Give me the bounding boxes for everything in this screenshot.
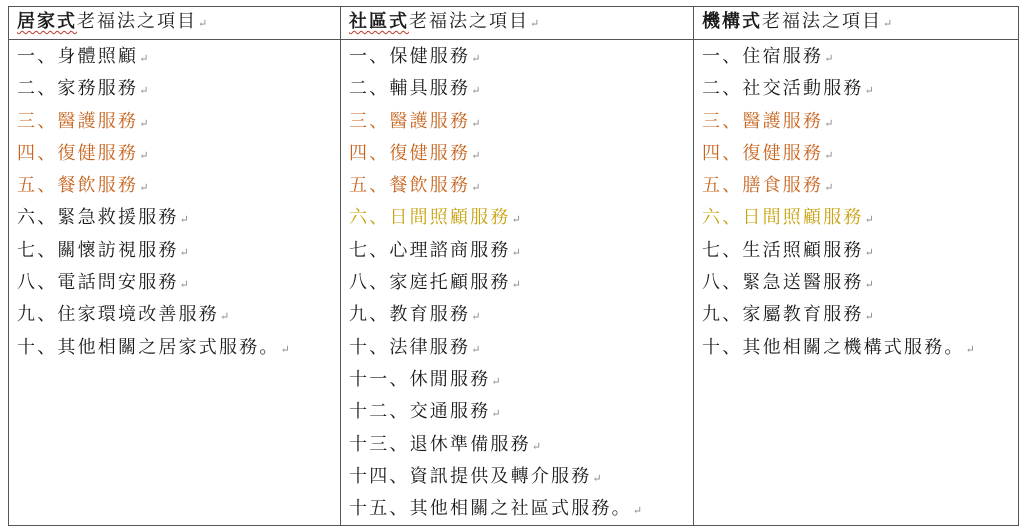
paragraph-mark: ↵ bbox=[824, 116, 834, 130]
paragraph-mark: ↵ bbox=[471, 342, 481, 356]
service-item-text: 五、餐飲服務 bbox=[349, 175, 471, 197]
home-based-items-cell bbox=[9, 40, 341, 526]
service-item bbox=[17, 170, 340, 202]
paragraph-mark: ↵ bbox=[864, 213, 874, 227]
elderly-welfare-services-table bbox=[8, 6, 1019, 526]
paragraph-mark: ↵ bbox=[511, 278, 521, 292]
service-item bbox=[17, 138, 340, 170]
service-item-text: 十四、資訊提供及轉介服務 bbox=[349, 465, 592, 487]
paragraph-mark: ↵ bbox=[824, 181, 834, 195]
header-home-based bbox=[9, 7, 341, 40]
paragraph-mark: ↵ bbox=[824, 52, 834, 65]
paragraph-mark: ↵ bbox=[632, 504, 643, 518]
service-item bbox=[17, 332, 340, 364]
service-item-text: 十五、其他相關之社區式服務。 bbox=[349, 498, 632, 520]
header-row bbox=[9, 7, 1019, 40]
header-institution-based bbox=[694, 7, 1019, 40]
service-item bbox=[702, 267, 1018, 299]
service-item-text: 九、家屬教育服務 bbox=[702, 304, 864, 326]
service-item bbox=[702, 299, 1018, 331]
service-item-text: 四、復健服務 bbox=[17, 142, 139, 164]
service-item bbox=[702, 138, 1018, 170]
service-item bbox=[349, 332, 693, 364]
service-item bbox=[349, 170, 693, 202]
service-item bbox=[702, 73, 1018, 105]
service-item bbox=[349, 202, 693, 234]
service-item bbox=[702, 332, 1018, 364]
paragraph-mark: ↵ bbox=[471, 148, 481, 162]
service-item bbox=[349, 267, 693, 299]
paragraph-mark: ↵ bbox=[139, 181, 149, 195]
paragraph-mark: ↵ bbox=[220, 310, 230, 324]
paragraph-mark: ↵ bbox=[471, 52, 481, 65]
service-item-text: 九、住家環境改善服務 bbox=[17, 304, 219, 326]
service-item-text: 十二、交通服務 bbox=[349, 401, 491, 423]
paragraph-mark: ↵ bbox=[471, 310, 481, 324]
service-item-text: 八、電話問安服務 bbox=[17, 272, 179, 294]
service-item bbox=[349, 41, 693, 73]
service-item-text: 三、醫護服務 bbox=[702, 110, 824, 132]
service-item-text: 五、膳食服務 bbox=[702, 175, 824, 197]
service-item-text: 十、法律服務 bbox=[349, 336, 471, 358]
service-item-text: 六、日間照顧服務 bbox=[702, 207, 864, 229]
header-community-based bbox=[341, 7, 694, 40]
paragraph-mark: ↵ bbox=[824, 148, 834, 162]
service-item-text: 三、醫護服務 bbox=[349, 110, 471, 132]
service-item-text: 一、身體照顧 bbox=[17, 46, 139, 67]
service-item bbox=[349, 299, 693, 331]
paragraph-mark: ↵ bbox=[864, 310, 874, 324]
service-item-text: 三、醫護服務 bbox=[17, 110, 139, 132]
service-item bbox=[349, 429, 693, 461]
service-item-text: 六、日間照顧服務 bbox=[349, 207, 511, 229]
header-community-based-rest: 老福法之項目 bbox=[409, 11, 529, 32]
paragraph-mark: ↵ bbox=[179, 213, 189, 227]
paragraph-mark: ↵ bbox=[280, 342, 290, 356]
service-item bbox=[17, 299, 340, 331]
header-community-based-bold: 社區式 bbox=[349, 11, 409, 32]
home-based-items-list bbox=[17, 40, 340, 364]
community-based-items-list bbox=[349, 40, 693, 525]
service-item bbox=[17, 235, 340, 267]
service-item-text: 十、其他相關之機構式服務。 bbox=[702, 336, 965, 358]
paragraph-mark: ↵ bbox=[471, 181, 481, 195]
paragraph-mark: ↵ bbox=[491, 407, 501, 421]
service-item bbox=[17, 106, 340, 138]
service-item bbox=[349, 493, 693, 525]
service-item bbox=[349, 138, 693, 170]
paragraph-mark: ↵ bbox=[139, 84, 149, 98]
service-item-text: 二、輔具服務 bbox=[349, 78, 471, 100]
paragraph-mark: ↵ bbox=[511, 213, 521, 227]
service-item-text: 九、教育服務 bbox=[349, 304, 471, 326]
service-item bbox=[17, 202, 340, 234]
institution-based-items-cell bbox=[694, 40, 1019, 526]
service-item bbox=[17, 267, 340, 299]
paragraph-mark: ↵ bbox=[511, 245, 521, 259]
service-item-text: 七、關懷訪視服務 bbox=[17, 239, 179, 261]
service-item bbox=[702, 106, 1018, 138]
service-item-text: 十一、休閒服務 bbox=[349, 368, 491, 390]
service-item-text: 十、其他相關之居家式服務。 bbox=[17, 336, 280, 358]
service-item bbox=[349, 461, 693, 493]
paragraph-mark: ↵ bbox=[531, 439, 542, 453]
paragraph-mark: ↵ bbox=[471, 84, 481, 98]
community-based-items-cell bbox=[341, 40, 694, 526]
paragraph-mark: ↵ bbox=[883, 17, 893, 30]
institution-based-items-list bbox=[702, 40, 1018, 364]
paragraph-mark: ↵ bbox=[864, 245, 874, 259]
paragraph-mark: ↵ bbox=[491, 374, 501, 388]
service-item-text: 八、家庭托顧服務 bbox=[349, 272, 511, 294]
service-item-text: 八、緊急送醫服務 bbox=[702, 272, 864, 294]
service-item-text: 十三、退休準備服務 bbox=[349, 433, 531, 455]
service-item bbox=[349, 106, 693, 138]
service-item bbox=[702, 235, 1018, 267]
service-item-text: 二、社交活動服務 bbox=[702, 78, 864, 100]
service-item bbox=[702, 170, 1018, 202]
paragraph-mark: ↵ bbox=[179, 278, 189, 292]
paragraph-mark: ↵ bbox=[864, 84, 874, 98]
service-item-text: 七、心理諮商服務 bbox=[349, 239, 511, 261]
service-item bbox=[349, 396, 693, 428]
header-institution-based-bold: 機構式 bbox=[702, 11, 762, 32]
paragraph-mark: ↵ bbox=[198, 17, 208, 30]
service-item bbox=[702, 202, 1018, 234]
paragraph-mark: ↵ bbox=[471, 116, 481, 130]
service-item bbox=[17, 73, 340, 105]
header-home-based-bold: 居家式 bbox=[17, 11, 77, 32]
service-item-text: 四、復健服務 bbox=[702, 142, 824, 164]
service-item bbox=[349, 235, 693, 267]
service-item-text: 七、生活照顧服務 bbox=[702, 239, 864, 261]
paragraph-mark: ↵ bbox=[139, 116, 149, 130]
header-home-based-rest: 老福法之項目 bbox=[77, 11, 197, 32]
service-item-text: 二、家務服務 bbox=[17, 78, 139, 100]
service-item-text: 六、緊急救援服務 bbox=[17, 207, 179, 229]
service-item bbox=[349, 73, 693, 105]
paragraph-mark: ↵ bbox=[139, 148, 149, 162]
service-item-text: 五、餐飲服務 bbox=[17, 175, 139, 197]
service-item bbox=[349, 364, 693, 396]
service-item-text: 一、保健服務 bbox=[349, 46, 471, 67]
paragraph-mark: ↵ bbox=[179, 245, 189, 259]
paragraph-mark: ↵ bbox=[864, 278, 874, 292]
header-institution-based-rest: 老福法之項目 bbox=[762, 11, 882, 32]
service-item bbox=[17, 41, 340, 73]
paragraph-mark: ↵ bbox=[965, 342, 975, 356]
service-item-text: 四、復健服務 bbox=[349, 142, 471, 164]
items-row bbox=[9, 40, 1019, 526]
service-item-text: 一、住宿服務 bbox=[702, 46, 824, 67]
paragraph-mark: ↵ bbox=[139, 52, 149, 65]
paragraph-mark: ↵ bbox=[530, 17, 540, 30]
paragraph-mark: ↵ bbox=[592, 471, 602, 485]
service-item bbox=[702, 41, 1018, 73]
